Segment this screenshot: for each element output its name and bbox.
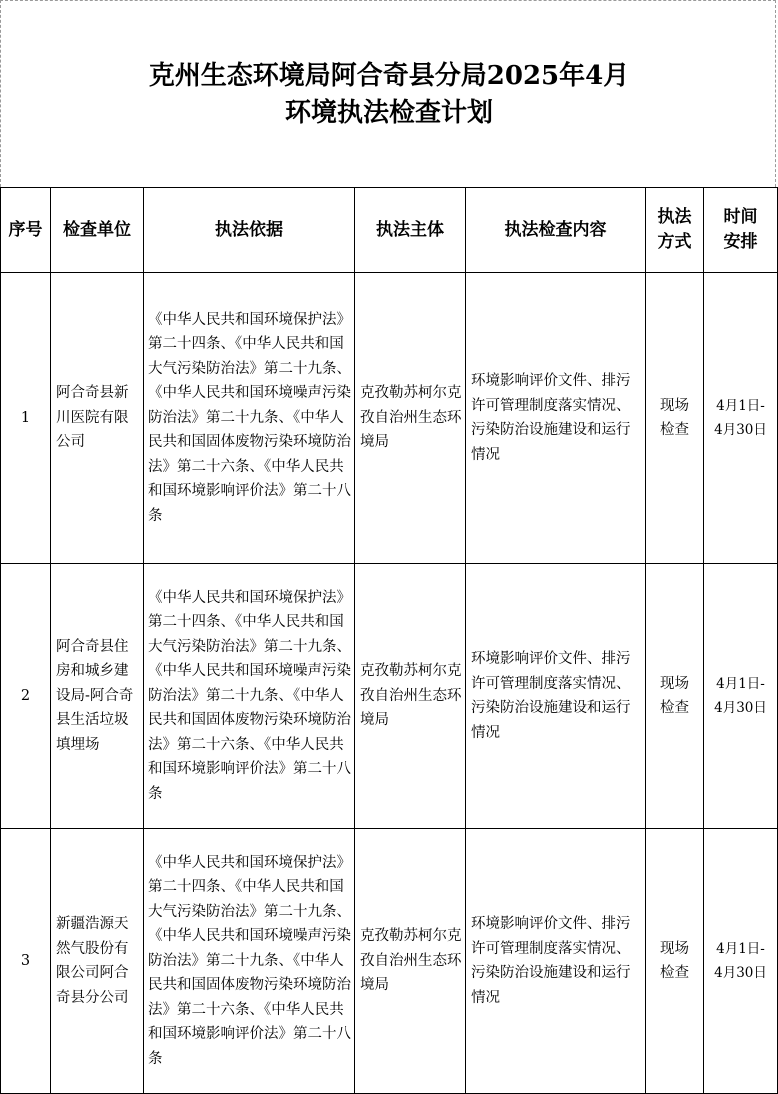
row-time-start: 4月1日- xyxy=(716,398,765,414)
row-unit: 阿合奇县新川医院有限公司 xyxy=(51,273,144,564)
row-index: 3 xyxy=(1,829,51,1094)
header-basis: 执法依据 xyxy=(144,188,355,273)
table-row xyxy=(1,829,778,1094)
row-time-end: 4月30日 xyxy=(714,700,767,716)
row-basis: 《中华人民共和国环境保护法》第二十四条、《中华人民共和国大气污染防治法》第二十九条、《中华人民共和国环境噪声污染防治法》第二十九条、《中华人民共和国固体废物污染环境防治法》第二十六条、《中华人民共和国环境影响评价法》第二十八条 xyxy=(144,273,355,564)
header-time-line-2: 安排 xyxy=(723,232,758,252)
header-time xyxy=(704,188,778,273)
header-method-line-2: 方式 xyxy=(657,232,692,252)
header-index: 序号 xyxy=(1,188,51,273)
row-subject: 克孜勒苏柯尔克孜自治州生态环境局 xyxy=(355,829,466,1094)
row-time-end: 4月30日 xyxy=(714,422,767,438)
row-index: 1 xyxy=(1,273,51,564)
header-subject: 执法主体 xyxy=(355,188,466,273)
inspection-plan-table xyxy=(0,187,778,1094)
row-time xyxy=(704,829,778,1094)
row-basis: 《中华人民共和国环境保护法》第二十四条、《中华人民共和国大气污染防治法》第二十九条、《中华人民共和国环境噪声污染防治法》第二十九条、《中华人民共和国固体废物污染环境防治法》第二十六条、《中华人民共和国环境影响评价法》第二十八条 xyxy=(144,829,355,1094)
row-time xyxy=(704,564,778,829)
row-time-start: 4月1日- xyxy=(716,676,765,692)
row-unit: 新疆浩源天然气股份有限公司阿合奇县分公司 xyxy=(51,829,144,1094)
table-header-row xyxy=(1,188,778,273)
row-content: 环境影响评价文件、排污许可管理制度落实情况、污染防治设施建设和运行情况 xyxy=(466,829,646,1094)
row-time-start: 4月1日- xyxy=(716,941,765,957)
header-unit: 检查单位 xyxy=(51,188,144,273)
header-method xyxy=(646,188,704,273)
title-line-1: 克州生态环境局阿合奇县分局2025年4月 xyxy=(148,61,630,91)
row-method: 现场检查 xyxy=(646,829,704,1094)
row-time xyxy=(704,273,778,564)
document-title xyxy=(0,58,778,132)
header-content: 执法检查内容 xyxy=(466,188,646,273)
row-method: 现场检查 xyxy=(646,564,704,829)
title-line-2: 环境执法检查计划 xyxy=(284,98,493,128)
header-method-line-1: 执法 xyxy=(657,207,692,227)
row-method: 现场检查 xyxy=(646,273,704,564)
row-unit: 阿合奇县住房和城乡建设局-阿合奇县生活垃圾填埋场 xyxy=(51,564,144,829)
row-time-end: 4月30日 xyxy=(714,965,767,981)
table-row xyxy=(1,273,778,564)
row-subject: 克孜勒苏柯尔克孜自治州生态环境局 xyxy=(355,273,466,564)
row-basis: 《中华人民共和国环境保护法》第二十四条、《中华人民共和国大气污染防治法》第二十九条、《中华人民共和国环境噪声污染防治法》第二十九条、《中华人民共和国固体废物污染环境防治法》第二十六条、《中华人民共和国环境影响评价法》第二十八条 xyxy=(144,564,355,829)
table-row xyxy=(1,564,778,829)
row-content: 环境影响评价文件、排污许可管理制度落实情况、污染防治设施建设和运行情况 xyxy=(466,273,646,564)
row-subject: 克孜勒苏柯尔克孜自治州生态环境局 xyxy=(355,564,466,829)
row-content: 环境影响评价文件、排污许可管理制度落实情况、污染防治设施建设和运行情况 xyxy=(466,564,646,829)
header-time-line-1: 时间 xyxy=(723,207,758,227)
row-index: 2 xyxy=(1,564,51,829)
